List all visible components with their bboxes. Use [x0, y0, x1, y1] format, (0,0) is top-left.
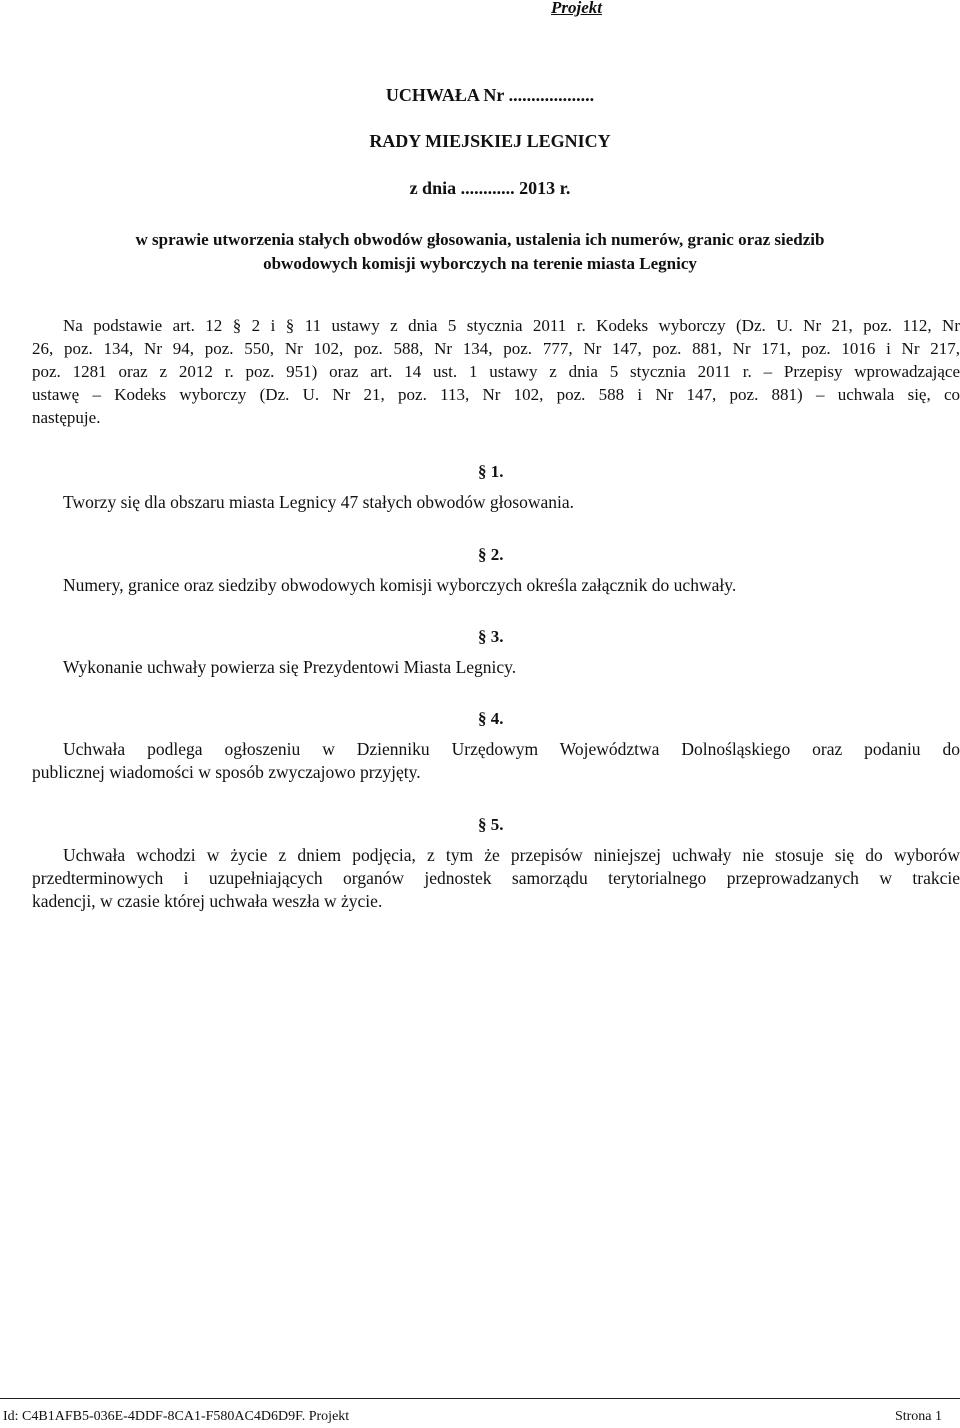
draft-label: Projekt [551, 0, 602, 17]
section-text [32, 844, 960, 913]
legal-basis [32, 314, 960, 429]
subject-line: obwodowych komisji wyborczych na terenie miasta Legnicy [263, 254, 697, 273]
section-text [32, 738, 960, 784]
section-line: kadencji, w czasie której uchwała weszła w życie. [32, 891, 383, 911]
section-text [32, 574, 960, 597]
section-line: Uchwała podlega ogłoszeniu w Dzienniku Urzędowym Województwa Dolnośląskiego oraz podaniu do [63, 739, 960, 759]
legal-basis-line: poz. 1281 oraz z 2012 r. poz. 951) oraz art. 14 ust. 1 ustawy z dnia 5 stycznia 2011 r. – Przepisy wprowadzające [32, 362, 960, 381]
section-number: § 1. [478, 462, 504, 481]
resolution-date: z dnia ............ 2013 r. [409, 178, 571, 198]
section-line: przedterminowych i uzupełniających organów jednostek samorządu terytorialnego przeprowadzanych w trakcie [32, 868, 960, 888]
section-text [32, 491, 960, 514]
section-line: Uchwała wchodzi w życie z dniem podjęcia, z tym że przepisów niniejszej uchwały nie stosuje się do wyborów [63, 845, 960, 865]
legal-basis-line: 26, poz. 134, Nr 94, poz. 550, Nr 102, poz. 588, Nr 134, poz. 777, Nr 147, poz. 881, Nr 171, poz. 1016 i Nr 217, [32, 339, 960, 358]
footer-divider [0, 1398, 960, 1399]
section-line: publicznej wiadomości w sposób zwyczajowo przyjęty. [32, 762, 421, 782]
section-number: § 2. [478, 545, 504, 564]
legal-basis-line: ustawę – Kodeks wyborczy (Dz. U. Nr 21, poz. 113, Nr 102, poz. 588 i Nr 147, poz. 881) – uchwala się, co [32, 385, 960, 404]
section-number: § 3. [478, 627, 504, 646]
page-number: Strona 1 [894, 1409, 942, 1424]
resolution-subject [30, 228, 930, 276]
section-number: § 4. [478, 709, 504, 728]
section-text [32, 656, 960, 679]
section-line: Numery, granice oraz siedziby obwodowych komisji wyborczych określa załącznik do uchwały. [63, 575, 737, 595]
section-line: Tworzy się dla obszaru miasta Legnicy 47 stałych obwodów głosowania. [63, 492, 575, 512]
legal-basis-line: następuje. [32, 408, 101, 427]
section-number: § 5. [478, 815, 504, 834]
legal-basis-line: Na podstawie art. 12 § 2 i § 11 ustawy z dnia 5 stycznia 2011 r. Kodeks wyborczy (Dz. U. Nr 21, poz. 112, Nr [63, 316, 960, 335]
council-name: RADY MIEJSKIEJ LEGNICY [369, 131, 611, 151]
subject-line: w sprawie utworzenia stałych obwodów głosowania, ustalenia ich numerów, granic oraz siedzib [135, 230, 825, 249]
section-line: Wykonanie uchwały powierza się Prezydentowi Miasta Legnicy. [63, 657, 517, 677]
resolution-number: UCHWAŁA Nr ................... [385, 85, 595, 105]
document-id: Id: C4B1AFB5-036E-4DDF-8CA1-F580AC4D6D9F. Projekt [3, 1409, 350, 1424]
